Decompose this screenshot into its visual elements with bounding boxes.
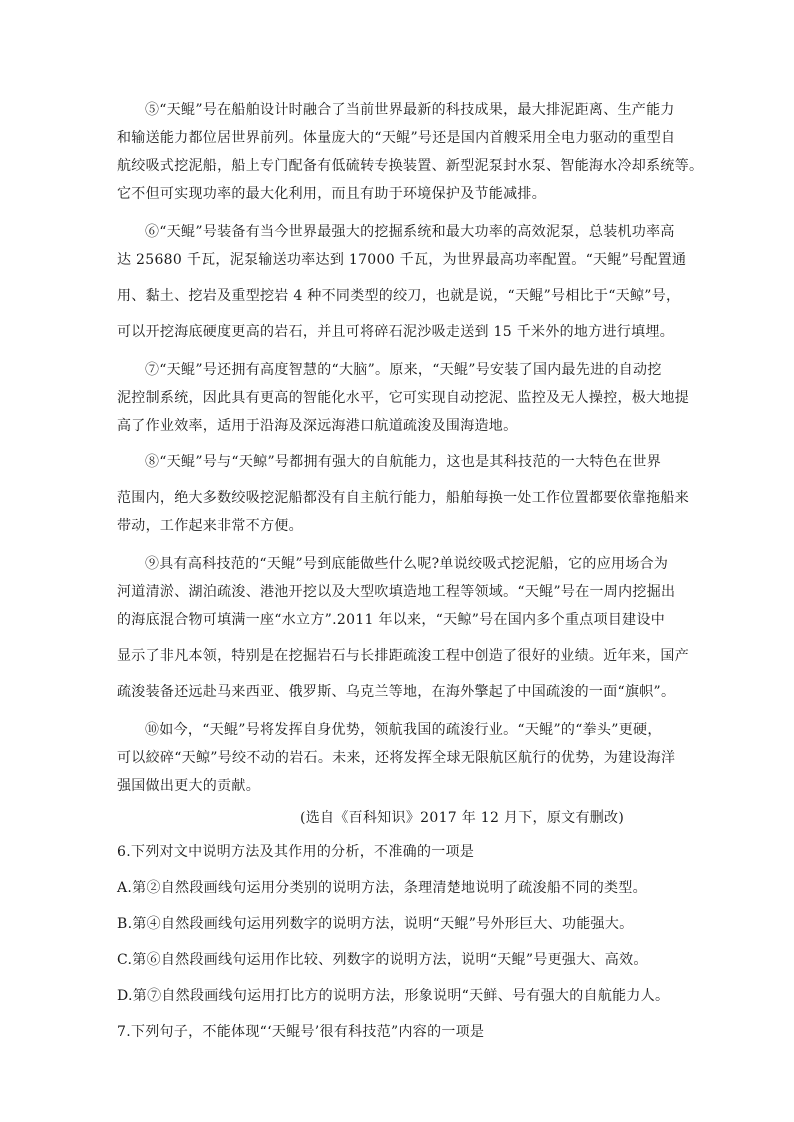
text-line: ⑤“天鲲”号在船舶设计时融合了当前世界最新的科技成果，最大排泥距离、生产能力 xyxy=(145,102,675,118)
option-b: B.第④自然段画线句运用列数字的说明方法，说明“天鲲”号外形巨大、功能强大。 xyxy=(117,916,634,932)
text-line: 它不但可实现功率的最大化利用，而且有助于环境保护及节能减排。 xyxy=(117,186,546,202)
text-line: ⑦“天鲲”号还拥有高度智慧的“大脑”。原来，“天鲲”号安装了国内最先进的自动挖 xyxy=(145,362,662,378)
option-a: A.第②自然段画线句运用分类别的说明方法，条理清楚地说明了疏浚船不同的类型。 xyxy=(117,880,647,896)
text-line: 达 25680 千瓦，泥泵输送功率达到 17000 千瓦，为世界最高功率配置。“天鲲”号配置通 xyxy=(117,252,687,268)
text-line: 显示了非凡本领，特别是在挖掘岩石与长排距疏浚工程中创造了很好的业绩。近年来，国产 xyxy=(117,648,689,664)
question-7-stem: 7.下列句子，不能体现“‘天鲲号’很有科技范”内容的一项是 xyxy=(117,1024,485,1040)
text-line: 航绞吸式挖泥船，船上专门配备有低硫转专换装置、新型泥泵封水泵、智能海水冷却系统等。 xyxy=(117,158,704,174)
text-line: 可以絞碎“天鲸”号绞不动的岩石。未来，还将发挥全球无限航区航行的优势，为建设海洋 xyxy=(117,750,676,766)
text-line: 强国做出更大的贡献。 xyxy=(117,778,260,794)
text-line: 河道清淤、湖泊疏浚、港池开挖以及大型吹填造地工程等领域。“天鲲”号在一周内挖掘出 xyxy=(117,584,676,600)
question-stem: 6.下列对文中说明方法及其作用的分析，不准确的一项是 xyxy=(117,844,475,860)
text-line: 疏浚装备还远赴马来西亚、俄罗斯、乌克兰等地，在海外擎起了中国疏浚的一面“旗帜”。 xyxy=(117,684,676,700)
text-line: 用、黏土、挖岩及重型挖岩 4 种不同类型的绞刀，也就是说，“天鲲”号相比于“天鲸”号， xyxy=(117,288,681,304)
text-line: ⑥“天鲲”号装备有当今世界最强大的挖掘系统和最大功率的高效泥泵，总装机功率高 xyxy=(145,224,675,240)
source-note: (选自《百科知识》2017 年 12 月下，原文有删改) xyxy=(300,810,625,826)
text-line: ⑩如今，“天鲲”号将发挥自身优势，领航我国的疏浚行业。“天鲲”的“拳头”更硬， xyxy=(145,722,662,738)
text-line: 带动，工作起来非常不方便。 xyxy=(117,518,303,534)
text-line: 高了作业效率，适用于沿海及深远海港口航道疏浚及围海造地。 xyxy=(117,418,518,434)
text-line: ⑨具有高科技范的“天鲲”号到底能做些什么呢?单说绞吸式挖泥船，它的应用场合为 xyxy=(145,556,669,572)
text-line: 可以开挖海底硬度更高的岩石，并且可将碎石泥沙吸走送到 15 千米外的地方进行填埋。 xyxy=(117,324,675,340)
text-line: 的海底混合物可填满一座“水立方”.2011 年以来，“天鲸”号在国内多个重点项目建设中 xyxy=(117,612,666,628)
option-d: D.第⑦自然段画线句运用打比方的说明方法，形象说明“天鲜、号有强大的自航能力人。 xyxy=(117,988,670,1004)
option-c: C.第⑥自然段画线句运用作比较、列数字的说明方法，说明“天鲲”号更强大、高效。 xyxy=(117,952,648,968)
text-line: 和输送能力都位居世界前列。体量庞大的“天鲲”号还是国内首艘采用全电力驱动的重型自 xyxy=(117,130,676,146)
text-line: 范围内，绝大多数绞吸挖泥船都没有自主航行能力，船舶每换一处工作位置都要依靠拖船来 xyxy=(117,490,689,506)
text-line: 泥控制系统，因此具有更高的智能化水平，它可实现自动挖泥、监控及无人操控，极大地提 xyxy=(117,390,689,406)
text-line: ⑧“天鲲”号与“天鲸”号都拥有强大的自航能力，这也是其科技范的一大特色在世界 xyxy=(145,454,662,470)
